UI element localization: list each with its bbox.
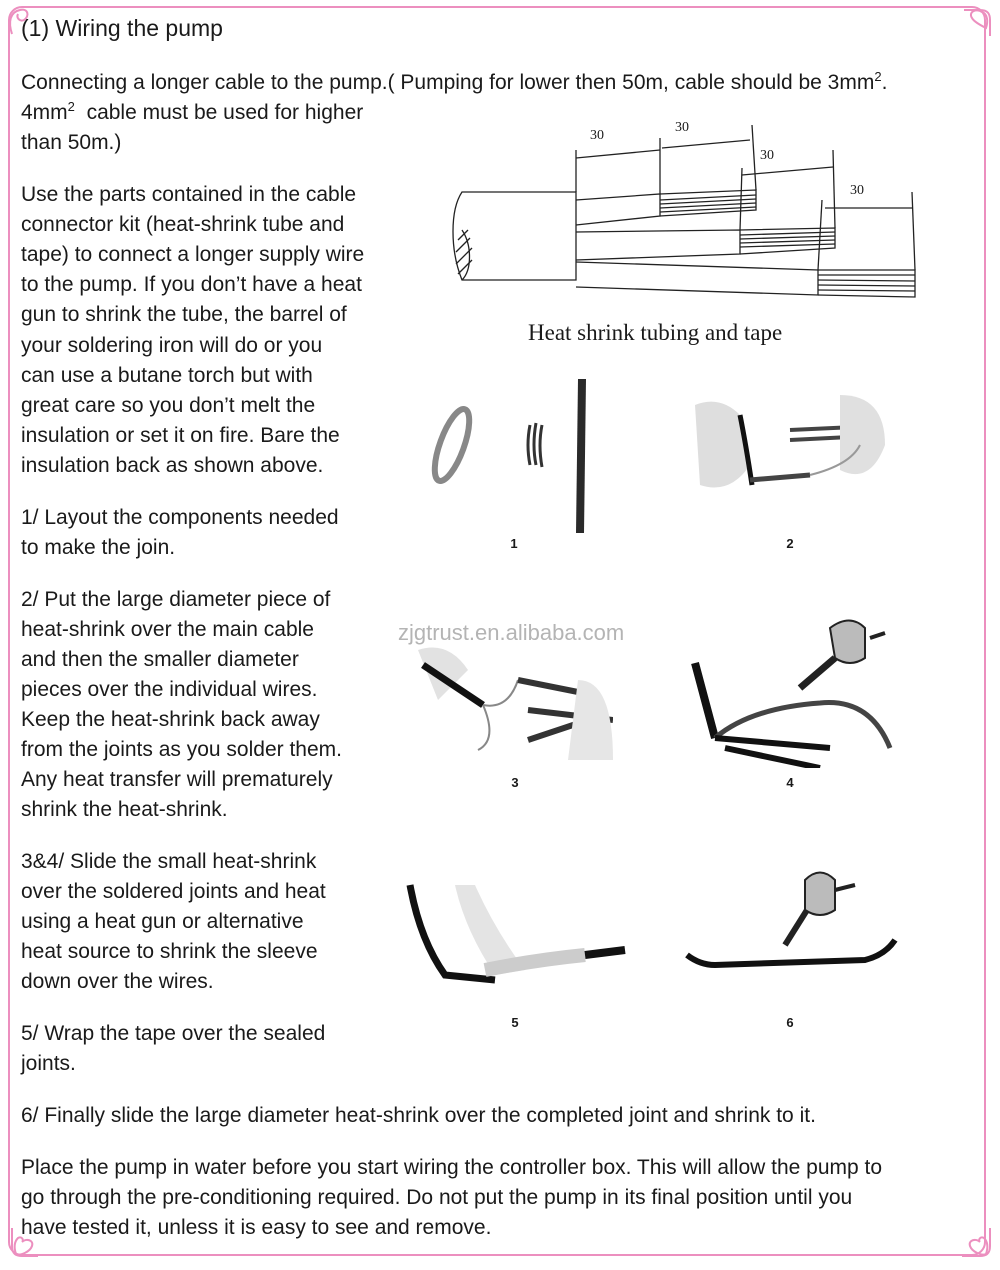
wire-3-strands — [818, 270, 915, 297]
intro-line-3: than 50m.) — [21, 131, 122, 154]
paragraph-line: heat-shrink over the main cable — [21, 618, 314, 641]
paragraph-line: to make the join. — [21, 536, 176, 559]
paragraph-line: Keep the heat-shrink back away — [21, 708, 320, 731]
dimension-label: 30 — [590, 128, 604, 143]
paragraph-line: shrink the heat-shrink. — [21, 798, 228, 821]
photo-number: 3 — [511, 775, 519, 790]
paragraph-line: insulation back as shown above. — [21, 454, 324, 477]
photo-number: 5 — [511, 1015, 519, 1030]
paragraph-line: to the pump. If you don’t have a heat — [21, 273, 362, 296]
page-title: (1) Wiring the pump — [21, 15, 223, 41]
photo-number: 4 — [786, 775, 794, 790]
photo-number: 1 — [510, 536, 518, 551]
paragraph-line: Place the pump in water before you start wiring the controller box. This will allow the pump to — [21, 1156, 883, 1179]
dimension-label: 30 — [675, 120, 689, 135]
heart-corner-icon — [960, 4, 994, 38]
main-cable-shape — [453, 192, 576, 280]
paragraph-line: heat source to shrink the sleeve — [21, 940, 318, 963]
paragraph-line: your soldering iron will do or you — [21, 334, 323, 357]
paragraph-line: over the soldered joints and heat — [21, 880, 326, 903]
step-6-text: 6/ Finally slide the large diameter heat-shrink over the completed joint and shrink to it. — [21, 1104, 816, 1127]
paragraph-line: 1/ Layout the components needed — [21, 506, 339, 529]
paragraph-line: joints. — [21, 1052, 76, 1075]
paragraph-line: tape) to connect a longer supply wire — [21, 243, 365, 266]
photo-step-6 — [685, 865, 900, 975]
paragraph-line: insulation or set it on fire. Bare the — [21, 424, 340, 447]
cable-stripping-diagram — [450, 120, 920, 300]
paragraph-line: Use the parts contained in the cable — [21, 183, 357, 206]
wire-2 — [576, 230, 740, 260]
paragraph-line: 5/ Wrap the tape over the sealed — [21, 1022, 326, 1045]
photo-number: 6 — [786, 1015, 794, 1030]
cable-diagram-svg — [450, 120, 920, 300]
paragraph-line: 2/ Put the large diameter piece of — [21, 588, 331, 611]
dimension-label: 30 — [760, 148, 774, 163]
superscript: 2 — [67, 99, 75, 114]
superscript: 2 — [874, 69, 882, 84]
paragraph-line: 3&4/ Slide the small heat-shrink — [21, 850, 317, 873]
diagram-caption: Heat shrink tubing and tape — [528, 320, 783, 345]
heart-corner-icon — [960, 1226, 994, 1260]
paragraph-line: from the joints as you solder them. — [21, 738, 342, 761]
paragraph-line: Any heat transfer will prematurely — [21, 768, 333, 791]
photo-step-4 — [690, 608, 895, 768]
intro-text: Connecting a longer cable to the pump.( Pumping for lower then 50m, cable should be 3mm — [21, 71, 875, 94]
paragraph-line: connector kit (heat-shrink tube and — [21, 213, 345, 236]
paragraph-line: can use a butane torch but with — [21, 364, 313, 387]
paragraph-line: go through the pre-conditioning required. Do not put the pump in its final position until you — [21, 1186, 853, 1209]
intro-text: . — [881, 71, 888, 94]
intro-text: 4mm — [21, 101, 68, 124]
intro-line-1 — [21, 68, 887, 98]
wire-1 — [576, 194, 660, 225]
paragraph-line: down over the wires. — [21, 970, 214, 993]
paragraph-line: using a heat gun or alternative — [21, 910, 304, 933]
paragraph-line: great care so you don’t melt the — [21, 394, 316, 417]
paragraph-line: gun to shrink the tube, the barrel of — [21, 303, 347, 326]
intro-text: cable must be used for higher — [74, 101, 364, 124]
photo-step-3 — [418, 640, 613, 760]
paragraph-line: and then the smaller diameter — [21, 648, 299, 671]
watermark: zjgtrust.en.alibaba.com — [398, 620, 625, 645]
photo-step-1 — [430, 375, 600, 535]
intro-line-2 — [21, 98, 363, 128]
wire-3 — [576, 262, 818, 295]
photo-step-5 — [405, 880, 630, 990]
paragraph-line: pieces over the individual wires. — [21, 678, 318, 701]
dimension-label: 30 — [850, 183, 864, 198]
paragraph-line: have tested it, unless it is easy to see and remove. — [21, 1216, 492, 1239]
photo-number: 2 — [786, 536, 794, 551]
photo-step-2 — [690, 385, 890, 505]
